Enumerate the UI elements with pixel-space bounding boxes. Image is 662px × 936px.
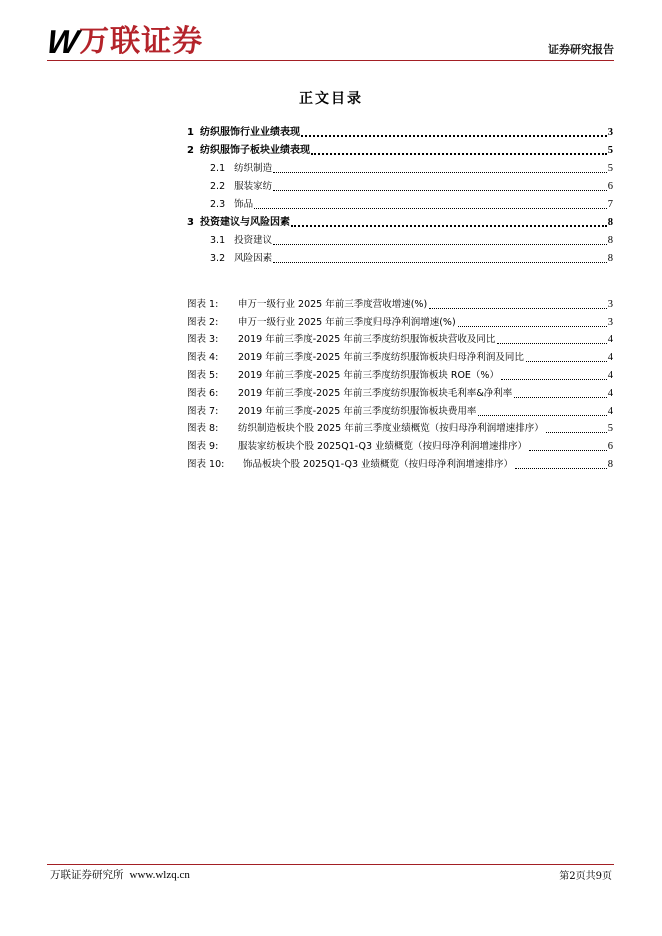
figure-page: 3: [607, 316, 613, 328]
toc-number: 3.1: [210, 235, 226, 246]
toc-page: 6: [607, 181, 613, 192]
toc-leader: [273, 189, 607, 191]
figure-number: 图表 4:: [187, 352, 219, 364]
toc-entry[interactable]: [187, 139, 613, 157]
toc-leader: [291, 224, 607, 227]
figure-entry[interactable]: [187, 382, 613, 400]
figure-list: [187, 293, 613, 471]
figure-leader: [458, 325, 607, 327]
figure-page: 4: [607, 387, 613, 399]
figure-leader: [526, 360, 607, 362]
toc-number: 2.3: [210, 199, 226, 210]
toc-leader: [311, 152, 607, 155]
toc-entry[interactable]: [187, 175, 613, 193]
toc-page: 5: [607, 145, 613, 156]
figure-label: 服装家纺板块个股 2025Q1-Q3 业绩概览（按归母净利润增速排序）: [238, 441, 528, 453]
toc-page: 8: [607, 253, 613, 264]
toc-page: 3: [607, 127, 613, 138]
toc-page: 8: [607, 217, 613, 228]
figure-number: 图表 1:: [187, 298, 219, 310]
figure-label: 饰品板块个股 2025Q1-Q3 业绩概览（按归母净利润增速排序）: [243, 458, 514, 470]
toc-label: 投资建议: [234, 235, 273, 246]
footer-org: [50, 867, 190, 882]
toc-leader: [273, 243, 607, 245]
footer-website-link[interactable]: www.wlzq.cn: [129, 869, 190, 881]
figure-number: 图表 10:: [187, 458, 225, 470]
figure-label: 2019 年前三季度-2025 年前三季度纺织服饰板块营收及同比: [238, 334, 496, 346]
figure-leader: [529, 449, 607, 451]
figure-label: 2019 年前三季度-2025 年前三季度纺织服饰板块毛利率&净利率: [238, 387, 513, 399]
toc-number: 3.2: [210, 253, 226, 264]
figure-leader: [501, 378, 607, 380]
logo-mark: W: [44, 23, 78, 60]
page-indicator: 第2页共9页: [559, 871, 612, 882]
footer-org-name: 万联证券研究所: [50, 869, 124, 881]
figure-number: 图表 5:: [187, 369, 219, 381]
toc-leader: [301, 134, 607, 137]
figure-entry[interactable]: [187, 400, 613, 418]
toc-leader: [254, 207, 607, 209]
figure-number: 图表 7:: [187, 405, 219, 417]
report-type: 证券研究报告: [548, 43, 614, 56]
toc-page: 5: [607, 163, 613, 174]
figure-leader: [515, 467, 607, 469]
figure-entry[interactable]: [187, 293, 613, 311]
footer-divider: [47, 864, 614, 865]
page-title: 正文目录: [299, 91, 363, 107]
figure-label: 申万一级行业 2025 年前三季度营收增速(%): [238, 298, 428, 310]
figure-entry[interactable]: [187, 364, 613, 382]
toc-leader: [273, 261, 607, 263]
figure-page: 4: [607, 405, 613, 417]
figure-page: 8: [607, 458, 613, 470]
table-of-contents: [187, 121, 613, 265]
figure-number: 图表 3:: [187, 334, 219, 346]
toc-number: 1: [187, 127, 194, 138]
figure-entry[interactable]: [187, 418, 613, 436]
figure-entry[interactable]: [187, 435, 613, 453]
header-divider: [47, 60, 614, 61]
figure-page: 4: [607, 352, 613, 364]
toc-leader: [273, 171, 607, 173]
figure-page: 3: [607, 298, 613, 310]
toc-label: 纺织服饰子板块业绩表现: [199, 145, 310, 156]
toc-label: 饰品: [234, 199, 254, 210]
figure-number: 图表 6:: [187, 387, 219, 399]
figure-number: 图表 9:: [187, 441, 219, 453]
figure-leader: [478, 414, 606, 416]
figure-page: 5: [607, 423, 613, 435]
toc-number: 2.1: [210, 163, 226, 174]
figure-page: 4: [607, 369, 613, 381]
toc-label: 投资建议与风险因素: [199, 217, 290, 228]
figure-entry[interactable]: [187, 311, 613, 329]
figure-entry[interactable]: [187, 453, 613, 471]
toc-label: 纺织服饰行业业绩表现: [199, 127, 300, 138]
figure-label: 纺织制造板块个股 2025 年前三季度业绩概览（按归母净利润增速排序）: [238, 423, 544, 435]
figure-page: 4: [607, 334, 613, 346]
figure-page: 6: [607, 441, 613, 453]
figure-entry[interactable]: [187, 346, 613, 364]
figure-number: 图表 2:: [187, 316, 219, 328]
figure-label: 申万一级行业 2025 年前三季度归母净利润增速(%): [238, 316, 456, 328]
toc-entry[interactable]: [187, 157, 613, 175]
figure-number: 图表 8:: [187, 423, 219, 435]
toc-number: 2.2: [210, 181, 226, 192]
toc-number: 3: [187, 217, 194, 228]
toc-number: 2: [187, 145, 194, 156]
toc-page: 8: [607, 235, 613, 246]
figure-label: 2019 年前三季度-2025 年前三季度纺织服饰板块 ROE（%）: [238, 369, 499, 381]
figure-entry[interactable]: [187, 329, 613, 347]
figure-leader: [497, 342, 606, 344]
brand-logo: [44, 23, 204, 60]
toc-entry[interactable]: [187, 247, 613, 265]
figure-leader: [429, 307, 607, 309]
toc-page: 7: [607, 199, 613, 210]
toc-entry[interactable]: [187, 211, 613, 229]
figure-leader: [514, 396, 607, 398]
toc-label: 纺织制造: [234, 163, 273, 174]
toc-label: 风险因素: [234, 253, 273, 264]
toc-entry[interactable]: [187, 121, 613, 139]
toc-entry[interactable]: [187, 229, 613, 247]
figure-label: 2019 年前三季度-2025 年前三季度纺织服饰板块费用率: [238, 405, 477, 417]
figure-label: 2019 年前三季度-2025 年前三季度纺织服饰板块归母净利润及同比: [238, 352, 524, 364]
toc-label: 服装家纺: [234, 181, 273, 192]
toc-entry[interactable]: [187, 193, 613, 211]
logo-text: 万联证券: [79, 24, 204, 59]
figure-leader: [546, 431, 607, 433]
